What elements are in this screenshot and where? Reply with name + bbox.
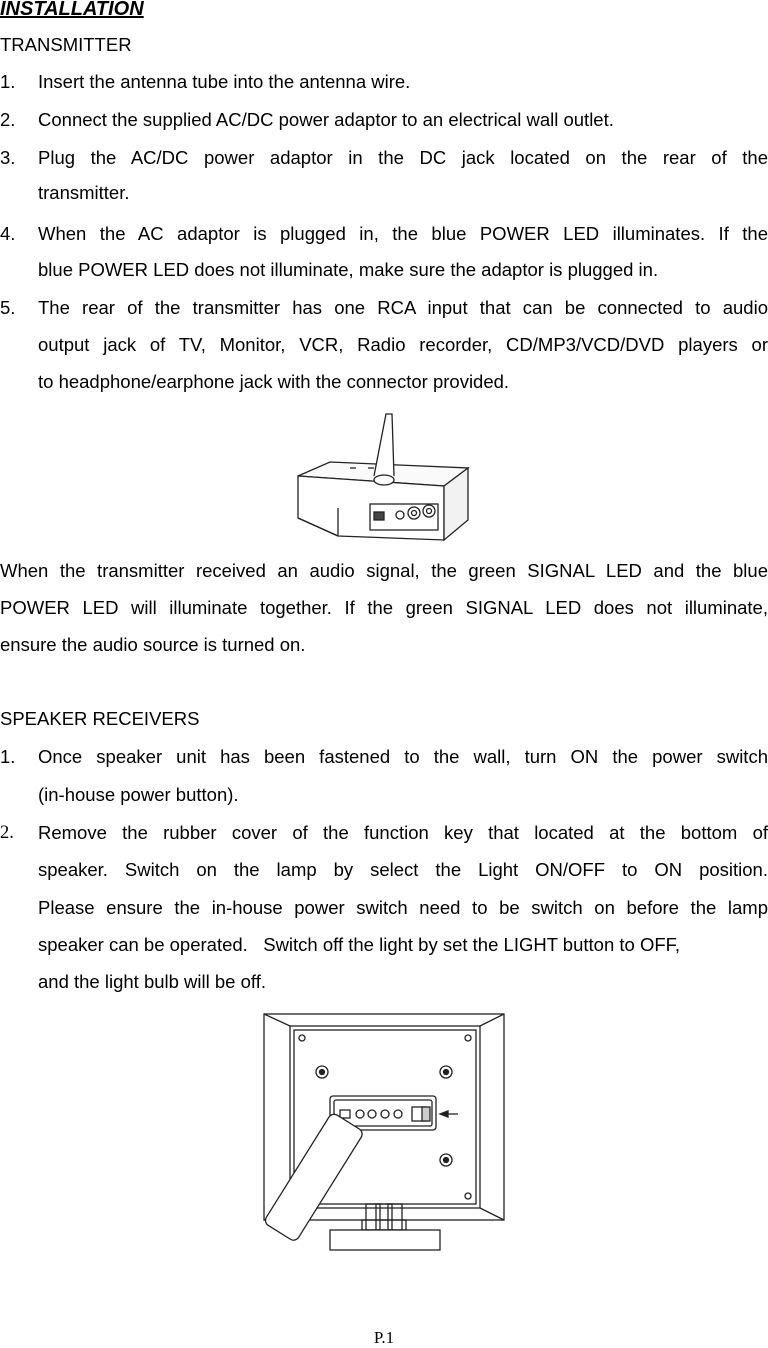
list-item-text: blue POWER LED does not illuminate, make sure the adaptor is plugged in.: [38, 259, 659, 280]
list-item-text: to headphone/earphone jack with the connector provided.: [38, 371, 510, 392]
receivers-heading: SPEAKER RECEIVERS: [0, 708, 200, 729]
list-number: 3.: [0, 147, 16, 168]
list-number: 5.: [0, 297, 16, 318]
note-text: ensure the audio source is turned on.: [0, 634, 306, 655]
page-title: INSTALLATION: [0, 0, 144, 20]
speaker-illustration: [262, 1012, 508, 1254]
list-item-text: Plug the AC/DC power adaptor in the DC jack located on the rear of the: [38, 147, 768, 168]
note-text: When the transmitter received an audio signal, the green SIGNAL LED and the blue: [0, 560, 768, 581]
list-item-text: transmitter.: [38, 182, 130, 203]
list-number: 1.: [0, 746, 16, 767]
list-number: 1.: [0, 71, 16, 92]
list-item-text: Once speaker unit has been fastened to the wall, turn ON the power switch: [38, 746, 768, 767]
list-item-text: (in-house power button).: [38, 784, 239, 805]
note-text: POWER LED will illuminate together. If the green SIGNAL LED does not illuminate,: [0, 597, 768, 618]
list-item-text: Connect the supplied AC/DC power adaptor to an electrical wall outlet.: [38, 109, 614, 130]
list-item-text: Insert the antenna tube into the antenna wire.: [38, 71, 411, 92]
list-number: 2.: [0, 109, 16, 130]
list-item-text: Remove the rubber cover of the function key that located at the bottom of: [38, 822, 768, 843]
list-item-text: speaker can be operated. Switch off the light by set the LIGHT button to OFF,: [38, 934, 681, 955]
list-number: 4.: [0, 223, 16, 244]
transmitter-illustration: [290, 408, 474, 544]
list-item-text: When the AC adaptor is plugged in, the blue POWER LED illuminates. If the: [38, 223, 768, 244]
list-item-text: output jack of TV, Monitor, VCR, Radio recorder, CD/MP3/VCD/DVD players or: [38, 334, 768, 355]
page-number: P.1: [373, 1328, 395, 1347]
transmitter-heading: TRANSMITTER: [0, 34, 132, 55]
list-item-text: and the light bulb will be off.: [38, 971, 266, 992]
list-number: 2.: [0, 823, 14, 843]
list-item-text: speaker. Switch on the lamp by select the Light ON/OFF to ON position.: [38, 859, 768, 880]
list-item-text: Please ensure the in-house power switch need to be switch on before the lamp: [38, 897, 768, 918]
list-item-text: The rear of the transmitter has one RCA input that can be connected to audio: [38, 297, 768, 318]
